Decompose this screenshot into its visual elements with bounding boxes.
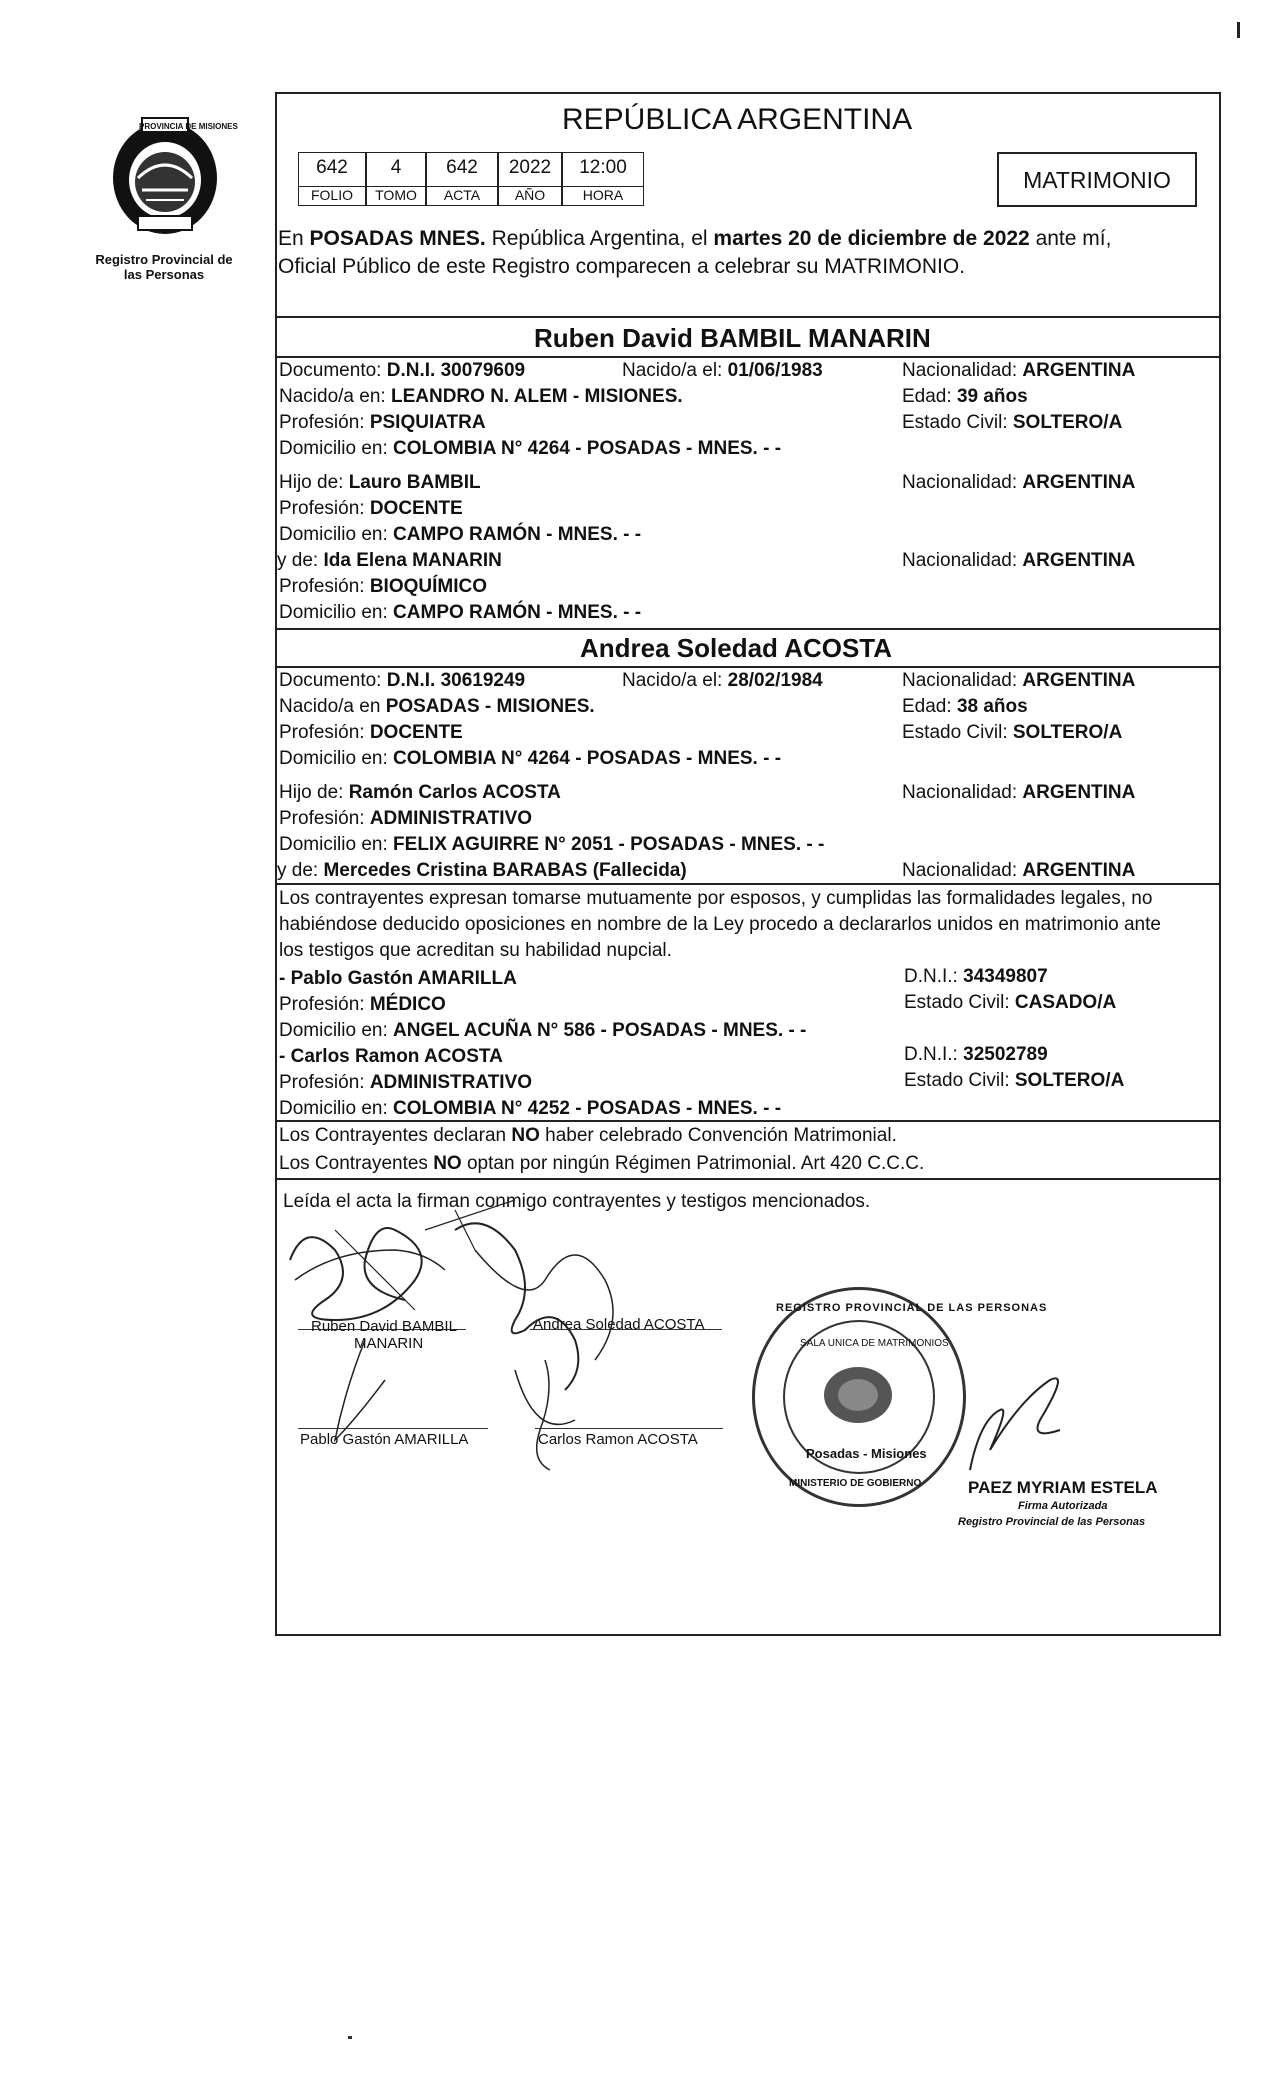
- born-value: 01/06/1983: [727, 360, 823, 381]
- spouse1-age: [902, 386, 1028, 408]
- addr-label: Domicilio en:: [279, 1098, 394, 1119]
- witness1-profession: [279, 994, 446, 1016]
- ano-value: 2022: [498, 152, 562, 187]
- declaration-line-1: Los contrayentes expresan tomarse mutuamente por esposos, y cumplidas las formalidades legales, no: [279, 888, 1153, 909]
- spouse1-father-address: [279, 524, 641, 546]
- nat-value: ARGENTINA: [1022, 860, 1136, 881]
- seal-bottom-text: Posadas - Misiones: [806, 1446, 927, 1461]
- officer-office: Registro Provincial de las Personas: [958, 1516, 1146, 1528]
- nat-label: Nacionalidad:: [902, 472, 1023, 493]
- spouse1-document: [279, 360, 525, 382]
- father-label: Hijo de:: [279, 782, 349, 803]
- civil-label: Estado Civil:: [902, 722, 1013, 743]
- doc-value: D.N.I. 30619249: [386, 670, 526, 691]
- acta-value: 642: [426, 152, 498, 187]
- spouse1-birthplace: [279, 386, 683, 408]
- signature-caption-spouse1: Ruben David BAMBIL: [311, 1318, 457, 1335]
- spouse2-mother-nationality: [902, 860, 1135, 882]
- spouse1-mother-profession: [279, 576, 487, 598]
- spouse1-profession: [279, 412, 486, 434]
- seal-inner-text: SALA UNICA DE MATRIMONIOS: [800, 1338, 949, 1349]
- signature-caption-spouse2: Andrea Soledad ACOSTA: [533, 1316, 705, 1333]
- doc-label: Documento:: [279, 670, 387, 691]
- nat-label: Nacionalidad:: [902, 550, 1023, 571]
- addr-value: ANGEL ACUÑA N° 586 - POSADAS - MNES. - -: [393, 1020, 807, 1041]
- prof-label: Profesión:: [279, 994, 370, 1015]
- seal-ministry-text: MINISTERIO DE GOBIERNO: [789, 1478, 922, 1489]
- civil-value: SOLTERO/A: [1012, 412, 1123, 433]
- doc-value: D.N.I. 30079609: [386, 360, 526, 381]
- hora-value: 12:00: [562, 152, 644, 187]
- registry-logo: [102, 112, 238, 238]
- age-value: 39 años: [956, 386, 1028, 407]
- divider: [275, 316, 1221, 318]
- witness1-dni: [904, 966, 1048, 988]
- father-value: Lauro BAMBIL: [348, 472, 481, 493]
- folio-value: 642: [298, 152, 366, 187]
- spouse2-father-profession: [279, 808, 532, 830]
- addr-label: Domicilio en:: [279, 438, 394, 459]
- intro-pre: En: [278, 227, 310, 250]
- act-type-box: [997, 152, 1197, 207]
- addr-label: Domicilio en:: [279, 524, 394, 545]
- spouse1-mother-address: [279, 602, 641, 624]
- prof-value: PSIQUIATRA: [369, 412, 486, 433]
- scan-dot: [348, 2036, 352, 2039]
- born-label: Nacido/a el:: [622, 670, 728, 691]
- ano-label: AÑO: [498, 187, 562, 206]
- spouse2-nationality: [902, 670, 1135, 692]
- spouse2-birthplace: [279, 696, 595, 718]
- dni-label: D.N.I.:: [904, 1044, 964, 1065]
- mother-value: Ida Elena MANARIN: [323, 550, 502, 571]
- prof-label: Profesión:: [279, 412, 370, 433]
- addr-value: CAMPO RAMÓN - MNES. - -: [393, 602, 642, 623]
- prof-value: ADMINISTRATIVO: [369, 1072, 533, 1093]
- spouse2-address: [279, 748, 781, 770]
- witness1-name: - Pablo Gastón AMARILLA: [279, 968, 517, 989]
- addr-value: COLOMBIA N° 4264 - POSADAS - MNES. - -: [393, 438, 782, 459]
- witness1-address: [279, 1020, 806, 1042]
- officer-name: PAEZ MYRIAM ESTELA: [968, 1478, 1158, 1497]
- spouse1-address: [279, 438, 781, 460]
- prof-value: MÉDICO: [369, 994, 446, 1015]
- officer-title: Firma Autorizada: [1018, 1500, 1108, 1512]
- prof-label: Profesión:: [279, 1072, 370, 1093]
- spouse1-civil-status: [902, 412, 1122, 434]
- declaration-line-2: habiéndose deducido oposiciones en nombre de la Ley procedo a declararlos unidos en matrimonio ante: [279, 914, 1161, 935]
- age-label: Edad:: [902, 696, 957, 717]
- spouse1-name: Ruben David BAMBIL MANARIN: [534, 323, 931, 353]
- prof-value: BIOQUÍMICO: [369, 576, 487, 597]
- addr-label: Domicilio en:: [279, 834, 394, 855]
- signature-spouse1: [290, 1228, 422, 1320]
- act-type: MATRIMONIO: [1023, 167, 1171, 193]
- addr-value: COLOMBIA N° 4264 - POSADAS - MNES. - -: [393, 748, 782, 769]
- acta-label: ACTA: [426, 187, 498, 206]
- civil-label: Estado Civil:: [904, 1070, 1015, 1091]
- intro-place: POSADAS MNES.: [309, 227, 486, 250]
- handwritten-signatures: [275, 1190, 735, 1490]
- nat-value: ARGENTINA: [1022, 670, 1136, 691]
- closing-line: Leída el acta la firman conmigo contrayentes y testigos mencionados.: [283, 1191, 871, 1212]
- scan-mark: [1237, 22, 1240, 38]
- prof-label: Profesión:: [279, 722, 370, 743]
- regime-post: optan por ningún Régimen Patrimonial. Art 420 C.C.C.: [461, 1153, 925, 1174]
- nat-value: ARGENTINA: [1022, 782, 1136, 803]
- prof-label: Profesión:: [279, 576, 370, 597]
- spouse2-profession: [279, 722, 463, 744]
- spouse1-father-profession: [279, 498, 463, 520]
- divider: [275, 666, 1221, 668]
- spouse1-born: [622, 360, 823, 382]
- divider: [275, 628, 1221, 630]
- divider: [275, 1178, 1221, 1180]
- spouse1-father: [279, 472, 481, 494]
- civil-value: SOLTERO/A: [1012, 722, 1123, 743]
- logo-caption: Registro Provincial de las Personas: [95, 252, 233, 282]
- spouse2-father: [279, 782, 561, 804]
- witness2-civil-status: [904, 1070, 1124, 1092]
- spouse2-father-address: [279, 834, 824, 856]
- birthplace-value: LEANDRO N. ALEM - MISIONES.: [390, 386, 683, 407]
- dni-label: D.N.I.:: [904, 966, 964, 987]
- regime-pre: Los Contrayentes declaran: [279, 1125, 512, 1146]
- prof-value: ADMINISTRATIVO: [369, 808, 533, 829]
- divider: [275, 356, 1221, 358]
- birthplace-label: Nacido/a en: [279, 696, 386, 717]
- spouse1-father-nationality: [902, 472, 1135, 494]
- country-title: REPÚBLICA ARGENTINA: [562, 103, 913, 136]
- intro-mid: República Argentina, el: [485, 227, 714, 250]
- regime-post: haber celebrado Convención Matrimonial.: [539, 1125, 897, 1146]
- signature-officer: [960, 1360, 1110, 1480]
- dni-value: 34349807: [963, 966, 1048, 987]
- seal-emblem-icon: [818, 1360, 898, 1430]
- prof-label: Profesión:: [279, 808, 370, 829]
- folio-label: FOLIO: [298, 187, 366, 206]
- tomo-value: 4: [366, 152, 426, 187]
- spouse2-civil-status: [902, 722, 1122, 744]
- doc-label: Documento:: [279, 360, 387, 381]
- nat-value: ARGENTINA: [1022, 550, 1136, 571]
- hora-label: HORA: [562, 187, 644, 206]
- born-label: Nacido/a el:: [622, 360, 728, 381]
- witness2-dni: [904, 1044, 1048, 1066]
- nat-value: ARGENTINA: [1022, 472, 1136, 493]
- witness1-civil-status: [904, 992, 1116, 1014]
- signature-caption-witness2: Carlos Ramon ACOSTA: [538, 1431, 698, 1448]
- nat-label: Nacionalidad:: [902, 670, 1023, 691]
- spouse2-father-nationality: [902, 782, 1135, 804]
- regime-line-2: [279, 1153, 924, 1175]
- nat-label: Nacionalidad:: [902, 360, 1023, 381]
- civil-label: Estado Civil:: [902, 412, 1013, 433]
- spouse2-age: [902, 696, 1028, 718]
- birthplace-label: Nacido/a en:: [279, 386, 391, 407]
- spouse2-name: Andrea Soledad ACOSTA: [580, 633, 893, 663]
- prof-value: DOCENTE: [369, 498, 463, 519]
- father-value: Ramón Carlos ACOSTA: [348, 782, 561, 803]
- civil-value: SOLTERO/A: [1014, 1070, 1125, 1091]
- logo-text: PROVINCIA DE MISIONES: [139, 122, 238, 131]
- civil-value: CASADO/A: [1014, 992, 1117, 1013]
- age-value: 38 años: [956, 696, 1028, 717]
- prof-value: DOCENTE: [369, 722, 463, 743]
- witness2-name: - Carlos Ramon ACOSTA: [279, 1046, 503, 1067]
- divider: [275, 1120, 1221, 1122]
- intro-post: ante mí,: [1029, 227, 1112, 250]
- addr-value: FELIX AGUIRRE N° 2051 - POSADAS - MNES. - -: [393, 834, 825, 855]
- nat-value: ARGENTINA: [1022, 360, 1136, 381]
- birthplace-value: POSADAS - MISIONES.: [385, 696, 595, 717]
- dni-value: 32502789: [963, 1044, 1048, 1065]
- regime-line-1: [279, 1125, 897, 1147]
- spouse2-document: [279, 670, 525, 692]
- mother-label: y de:: [277, 550, 324, 571]
- spouse1-mother-nationality: [902, 550, 1135, 572]
- spouse2-born: [622, 670, 823, 692]
- civil-label: Estado Civil:: [904, 992, 1015, 1013]
- spouse1-mother: [277, 550, 502, 572]
- tomo-label: TOMO: [366, 187, 426, 206]
- spouse2-mother: [277, 860, 687, 882]
- witness2-address: [279, 1098, 781, 1120]
- age-label: Edad:: [902, 386, 957, 407]
- mother-label: y de:: [277, 860, 324, 881]
- addr-label: Domicilio en:: [279, 748, 394, 769]
- regime-pre: Los Contrayentes: [279, 1153, 434, 1174]
- regime-no: NO: [511, 1125, 540, 1146]
- signature-caption-spouse1-2: MANARIN: [354, 1335, 424, 1352]
- prof-label: Profesión:: [279, 498, 370, 519]
- addr-label: Domicilio en:: [279, 602, 394, 623]
- intro-date: martes 20 de diciembre de 2022: [713, 227, 1030, 250]
- born-value: 28/02/1984: [727, 670, 823, 691]
- regime-no: NO: [433, 1153, 462, 1174]
- signature-witness2: [515, 1360, 575, 1470]
- mother-value: Mercedes Cristina BARABAS (Fallecida): [323, 860, 687, 881]
- nat-label: Nacionalidad:: [902, 782, 1023, 803]
- intro-line-2: Oficial Público de este Registro comparecen a celebrar su MATRIMONIO.: [278, 255, 966, 278]
- divider: [275, 883, 1221, 885]
- intro-line-1: [278, 227, 1111, 251]
- spouse1-nationality: [902, 360, 1135, 382]
- witness2-profession: [279, 1072, 532, 1094]
- seal-ring-text: REGISTRO PROVINCIAL DE LAS PERSONAS: [776, 1302, 1048, 1314]
- father-label: Hijo de:: [279, 472, 349, 493]
- addr-value: CAMPO RAMÓN - MNES. - -: [393, 524, 642, 545]
- signature-caption-witness1: Pablo Gastón AMARILLA: [300, 1431, 469, 1448]
- declaration-line-3: los testigos que acreditan su habilidad nupcial.: [279, 940, 672, 961]
- nat-label: Nacionalidad:: [902, 860, 1023, 881]
- addr-value: COLOMBIA N° 4252 - POSADAS - MNES. - -: [393, 1098, 782, 1119]
- addr-label: Domicilio en:: [279, 1020, 394, 1041]
